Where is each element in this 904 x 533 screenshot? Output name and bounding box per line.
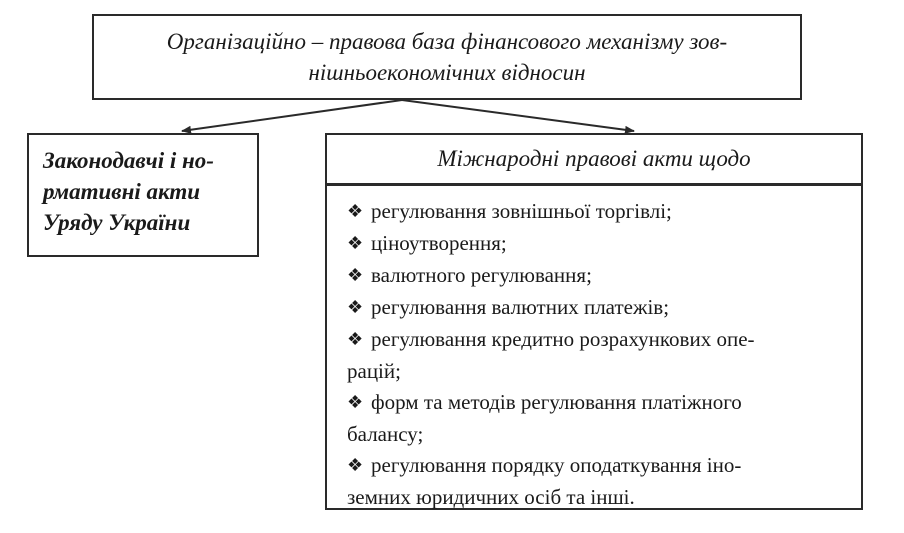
list-item-text: регулювання зовнішньої торгівлі;: [371, 199, 672, 223]
arrow-to-right-box: [402, 100, 634, 131]
list-item: [347, 196, 861, 228]
list-item-text: балансу;: [347, 422, 424, 446]
list-item: [347, 324, 861, 356]
list-item-text: рацій;: [347, 359, 401, 383]
top-box-line-1: Організаційно – правова база фінансового механізму зов-: [166, 29, 728, 54]
diamond-bullet-icon: ❖: [347, 455, 364, 475]
left-box: [27, 133, 259, 257]
top-box: [92, 14, 802, 100]
list-item: [347, 450, 861, 482]
arrow-to-left-box: [182, 100, 402, 131]
diamond-bullet-icon: ❖: [347, 392, 364, 412]
right-box-header: [325, 133, 863, 185]
list-item-text: форм та методів регулювання платіжного: [371, 390, 742, 414]
list-item: [347, 260, 861, 292]
list-item-text: регулювання кредитно розрахункових опе-: [371, 327, 755, 351]
diamond-bullet-icon: ❖: [347, 329, 364, 349]
list-item-continuation: [347, 356, 861, 387]
left-box-line-1: Законодавчі і но-: [43, 148, 214, 173]
list-item-text: валютного регулювання;: [371, 263, 592, 287]
list-item-text: регулювання валютних платежів;: [371, 295, 670, 319]
left-box-line-2: рмативні акти: [43, 179, 201, 204]
diamond-bullet-icon: ❖: [347, 297, 364, 317]
list-item: [347, 387, 861, 419]
top-box-line-2: нішньоекономічних відносин: [308, 60, 586, 85]
list-item-continuation: [347, 419, 861, 450]
left-box-line-3: Уряду України: [43, 210, 191, 235]
diamond-bullet-icon: ❖: [347, 265, 364, 285]
list-item-text: регулювання порядку оподаткування іно-: [371, 453, 742, 477]
right-box-header-text: Міжнародні правові акти щодо: [437, 146, 751, 171]
list-item: [347, 228, 861, 260]
right-box-list: [325, 184, 863, 510]
diamond-bullet-icon: ❖: [347, 233, 364, 253]
list-item-text: ціноутворення;: [371, 231, 507, 255]
list-item-continuation: [347, 482, 861, 513]
list-item-text: земних юридичних осіб та інші.: [347, 485, 635, 509]
list-item: [347, 292, 861, 324]
diamond-bullet-icon: ❖: [347, 201, 364, 221]
